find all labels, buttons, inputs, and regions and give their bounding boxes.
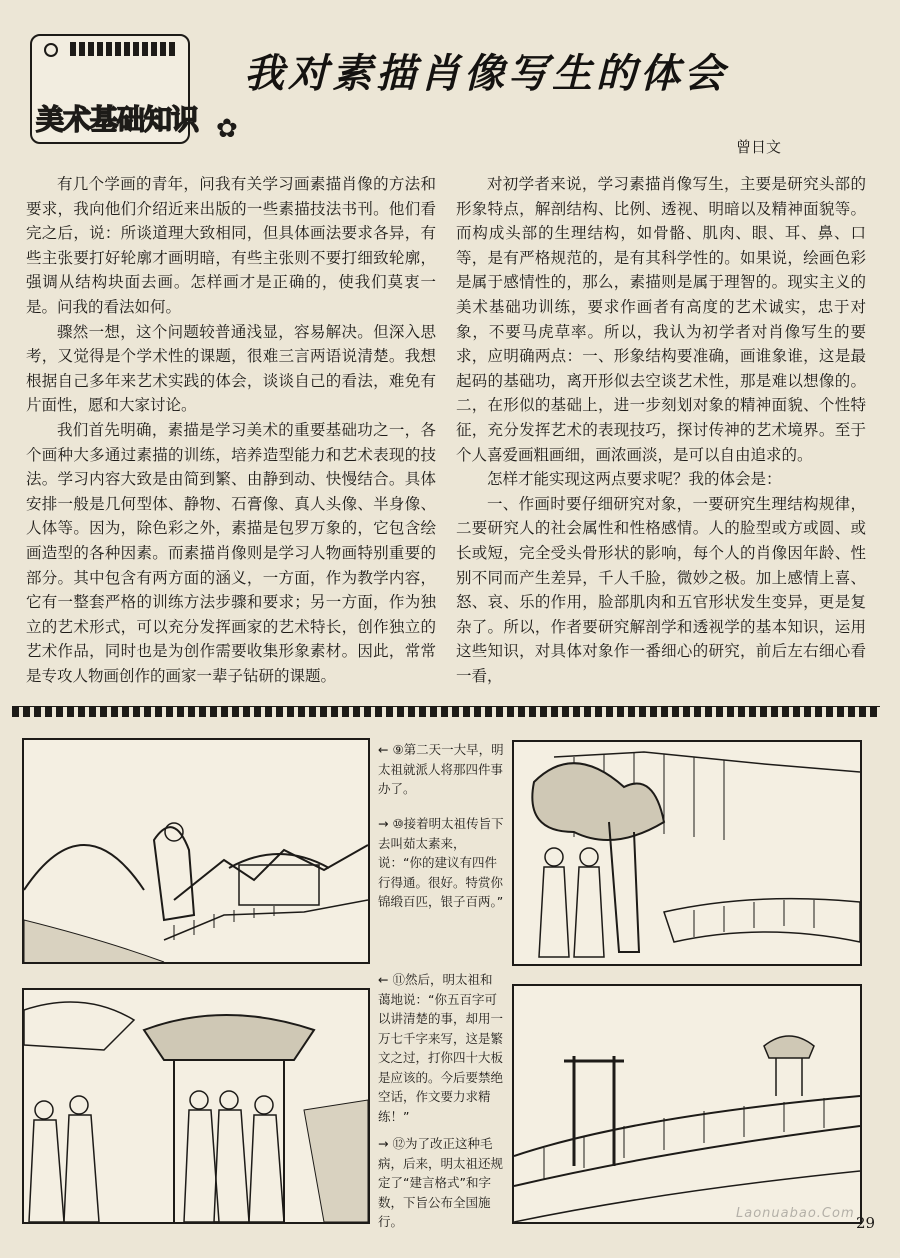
comic-caption-12: → ⑫为了改正这种毛病，后来，明太祖还规定了“建言格式”和字数，下旨公布全国施行。 [378, 1136, 504, 1229]
flower-icon: ✿ [216, 114, 238, 144]
palace-scene-illustration [24, 740, 368, 962]
page-number: 29 [856, 1214, 876, 1232]
comic-panel-12 [512, 984, 862, 1224]
paragraph: 有几个学画的青年，问我有关学习画素描肖像的方法和要求，我向他们介绍近来出版的一些素描技法书刊。他们看完之后，说：所谈道理大致相同，但具体画法要求各异，有些主张要打好轮廓才画明暗，有些主张则不要打细致轮廓，强调从结构块面去画。怎样画才是正确的，使我们莫衷一是。问我的看法如何。 [26, 175, 436, 316]
comic-panel-9 [22, 738, 370, 964]
paragraph: 我们首先明确，素描是学习美术的重要基础功之一，各个画种大多通过素描的训练，培养造型能力和艺术表现的技法。学习内容大致是由简到繁、由静到动、快慢结合。具体安排一般是几何型体、静物、石膏像、真人头像、半身像、人体等。因为，除色彩之外，素描是包罗万象的，它包含绘画造型的各种因素。而素描肖像则是学习人物画特别重要的部分。其中包含有两方面的涵义，一方面，作为教学内容，它有一整套严格的训练方法步骤和要求；另一方面，作为独立的艺术形式，可以充分发挥画家的艺术特长，创作独立的艺术作品，同时也是为创作需要收集形象素材。因此，常常是专攻人物画创作的画家一辈子钻研的课题。 [26, 420, 436, 685]
column-badge [30, 34, 238, 144]
gateway-fence-illustration [514, 986, 860, 1222]
article-column-right [456, 172, 866, 688]
comic-panel-10 [512, 740, 862, 966]
comic-caption-11: ← ⑪然后，明太祖和蔼地说：“你五百字可以讲清楚的事，却用一万七千字来写，这是繁文之过，打你四十大板是应该的。今后要禁绝空话，作文要力求精练！” [378, 972, 504, 1124]
paragraph: 一、作画时要仔细研究对象，一要研究生理结构规律，二要研究人的社会属性和性格感情。人的脸型或方或圆、或长或短，完全受头骨形状的影响，每个人的肖像因年龄、性别不同而产生差异，千人千脸，微妙之极。加上感情上喜、怒、哀、乐的作用，脸部肌肉和五官形状发生变异，更是复杂了。所以，作者要研究解剖学和透视学的基本知识，运用这些知识，对具体对象作一番细心的研究，前后左右细心看一看， [456, 494, 866, 685]
section-divider [12, 706, 880, 717]
comic-caption-9: ← ⑨第二天一大早，明太祖就派人将那四件事办了。 [378, 742, 504, 796]
paragraph: 怎样才能实现这两点要求呢？我的体会是： [487, 470, 782, 489]
badge-ring-icon [44, 43, 58, 57]
paragraph: 对初学者来说，学习素描肖像写生，主要是研究头部的形象特点，解剖结构、比例、透视、明暗以及精神面貌等。而构成头部的生理结构，如骨骼、肌肉、眼、耳、鼻、口等，是有严格规范的，是有其科学性的。如果说，绘画色彩是属于感情性的，那么，素描则是属于理智的。现实主义的美术基础功训练，要求作画者有高度的艺术诚实，忠于对象，不要马虎草率。所以，我认为初学者对肖像写生的要求，应明确两点：一、形象结构要准确，画谁象谁，这是最起码的基础功，离开形似去空谈艺术性，那是难以想像的。二，在形似的基础上，进一步刻划对象的精神面貌、个性特征，充分发挥艺术的表现技巧，探讨传神的艺术境界。至于个人喜爱画粗画细，画浓画淡，是可以自由追求的。 [456, 175, 866, 464]
paragraph: 骤然一想，这个问题较普通浅显，容易解决。但深入思考，又觉得是个学术性的课题，很难三言两语说清楚。我想根据自己多年来艺术实践的体会，谈谈自己的看法，难免有片面性，愿和大家讨论。 [26, 322, 436, 415]
badge-pattern-strip [70, 42, 178, 56]
tree-wall-illustration [514, 742, 860, 964]
comic-panel-11 [22, 988, 370, 1224]
article-column-left [26, 172, 436, 688]
article-title: 我对素描肖像写生的体会 [244, 50, 728, 97]
article-author: 曾日文 [736, 138, 782, 156]
watermark-text: Laonuabao.Com [736, 1206, 855, 1221]
comic-caption-10: → ⑩接着明太祖传旨下去叫茹太素来，说：“你的建议有四件行得通。很好。特赏你锦缎百匹，银子百两。” [378, 816, 504, 909]
column-name: 美术基础知识 [36, 103, 199, 136]
court-officials-illustration [24, 990, 368, 1222]
